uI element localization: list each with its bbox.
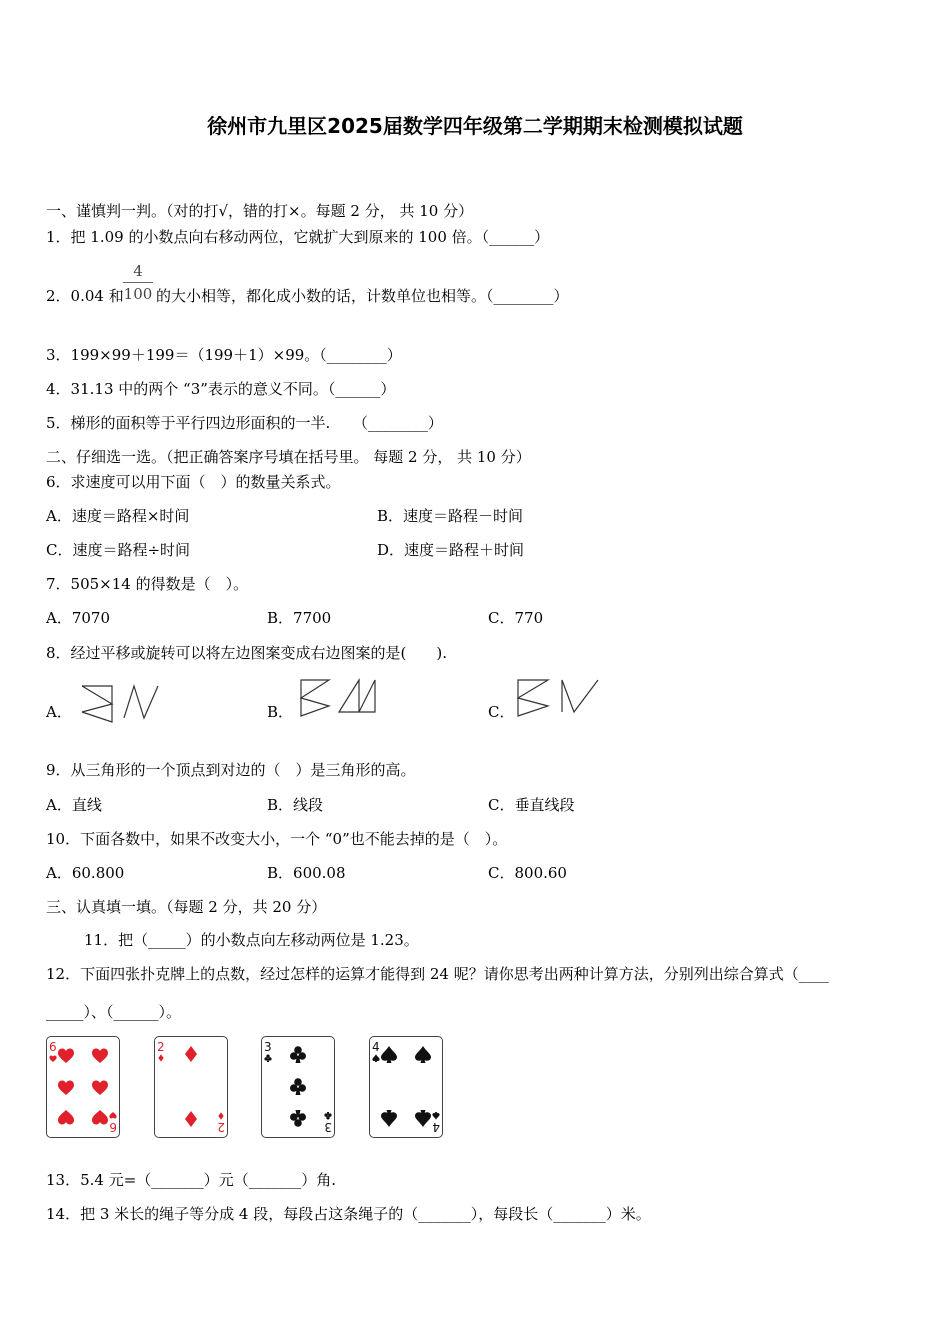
q9-option-b: B．线段 <box>267 796 324 814</box>
figure-a-right-shape <box>124 686 158 718</box>
playing-card-2-diamonds <box>154 1036 228 1138</box>
question-4: 4．31.13 中的两个 “3”表示的意义不同。（______） <box>46 380 396 398</box>
heart-icon <box>109 1112 116 1119</box>
q6-option-a: A．速度＝路程×时间 <box>46 507 190 525</box>
question-13: 13．5.4 元=（_______）元（_______）角. <box>46 1171 337 1189</box>
question-3: 3．199×99＋199＝（199＋1）×99。（________） <box>46 346 402 364</box>
question-12-line-1: 12．下面四张扑克牌上的点数，经过怎样的运算才能得到 24 呢？请你思考出两种计算方法，分别列出综合算式（____ <box>46 965 829 983</box>
question-2-prefix: 2．0.04 和 <box>46 287 124 305</box>
card-6-rank-bottom: 6 <box>109 1120 117 1134</box>
heart-icon <box>49 1056 56 1063</box>
card-4-rank-top: 4 <box>372 1040 380 1054</box>
playing-card-3-clubs <box>261 1036 335 1138</box>
diamond-icon <box>218 1112 223 1119</box>
q7-option-c: C．770 <box>488 609 544 627</box>
diamond-icon <box>158 1054 163 1061</box>
fraction-denominator: 100 <box>123 285 153 303</box>
q10-option-a: A．60.800 <box>46 864 125 882</box>
question-12-line-2: _____）、（______）。 <box>46 1003 182 1021</box>
card-2-rank-bottom: 2 <box>217 1120 225 1134</box>
q6-option-c: C．速度＝路程÷时间 <box>46 541 191 559</box>
club-icon <box>264 1054 271 1062</box>
figure-b-left-shape <box>301 680 329 716</box>
q8-figure-c <box>514 676 600 720</box>
section-3-header: 三、认真填一填。（每题 2 分，共 20 分） <box>46 898 327 916</box>
q6-option-d: D．速度＝路程＋时间 <box>377 541 525 559</box>
playing-card-4-spades <box>369 1036 443 1138</box>
question-1: 1．把 1.09 的小数点向右移动两位，它就扩大到原来的 100 倍。（______） <box>46 228 550 246</box>
card-4-rank-bottom: 4 <box>432 1120 440 1134</box>
heart-icon <box>92 1110 108 1124</box>
heart-icon <box>92 1081 108 1095</box>
diamond-icon <box>185 1046 197 1062</box>
spade-icon <box>415 1110 431 1127</box>
figure-c-left-shape <box>518 680 548 716</box>
question-10: 10．下面各数中，如果不改变大小，一个 “0”也不能去掉的是（ ）。 <box>46 830 508 848</box>
spade-icon <box>432 1112 439 1120</box>
page-title: 徐州市九里区2025届数学四年级第二学期期末检测模拟试题 <box>207 114 743 138</box>
q8-figure-a <box>78 682 164 726</box>
club-icon <box>290 1110 306 1127</box>
question-14: 14．把 3 米长的绳子等分成 4 段，每段占这条绳子的（_______），每段长（_______）米。 <box>46 1205 651 1223</box>
q9-option-c: C．垂直线段 <box>488 796 575 814</box>
q7-option-a: A．7070 <box>46 609 111 627</box>
spade-icon <box>415 1046 431 1063</box>
card-3-rank-bottom: 3 <box>324 1120 332 1134</box>
q10-option-c: C．800.60 <box>488 864 567 882</box>
q6-option-b: B．速度＝路程－时间 <box>377 507 524 525</box>
club-icon <box>290 1078 306 1095</box>
heart-icon <box>92 1049 108 1063</box>
q9-option-a: A．直线 <box>46 796 102 814</box>
question-5: 5．梯形的面积等于平行四边形面积的一半. （________） <box>46 414 443 432</box>
q7-option-b: B．7700 <box>267 609 332 627</box>
figure-b-right-shape <box>339 680 375 712</box>
section-2-header: 二、仔细选一选。（把正确答案序号填在括号里。 每题 2 分， 共 10 分） <box>46 448 531 466</box>
figure-c-right-shape <box>562 680 598 712</box>
fraction-4-over-100 <box>123 262 153 303</box>
q8-figure-b <box>297 676 383 720</box>
question-7: 7．505×14 的得数是（ ）。 <box>46 575 249 593</box>
diamond-icon <box>185 1111 197 1127</box>
card-2-rank-top: 2 <box>157 1040 165 1054</box>
q8-option-a: A． <box>46 703 72 721</box>
spade-icon <box>381 1110 397 1127</box>
heart-icon <box>58 1049 74 1063</box>
spade-icon <box>372 1054 379 1062</box>
question-6: 6．求速度可以用下面（ ）的数量关系式。 <box>46 473 341 491</box>
club-icon <box>324 1112 331 1120</box>
section-1-header: 一、谨慎判一判。（对的打√，错的打×。每题 2 分， 共 10 分） <box>46 202 474 220</box>
question-2-suffix: 的大小相等，都化成小数的话，计数单位也相等。（________） <box>156 287 569 305</box>
spade-icon <box>381 1046 397 1063</box>
question-11: 11．把（_____）的小数点向左移动两位是 1.23。 <box>84 931 419 949</box>
card-6-rank-top: 6 <box>49 1040 57 1054</box>
question-8: 8．经过平移或旋转可以将左边图案变成右边图案的是( ). <box>46 644 448 662</box>
heart-icon <box>58 1081 74 1095</box>
card-3-rank-top: 3 <box>264 1040 272 1054</box>
question-9: 9．从三角形的一个顶点到对边的（ ）是三角形的高。 <box>46 761 416 779</box>
fraction-numerator: 4 <box>133 262 143 280</box>
playing-card-6-hearts <box>46 1036 120 1138</box>
figure-a-left-inner <box>82 686 112 712</box>
q8-option-b: B． <box>267 703 294 721</box>
q8-option-c: C． <box>488 703 515 721</box>
fraction-bar <box>123 282 153 283</box>
club-icon <box>290 1046 306 1063</box>
figure-a-left-shape <box>82 686 112 722</box>
q10-option-b: B．600.08 <box>267 864 346 882</box>
heart-icon <box>58 1110 74 1124</box>
